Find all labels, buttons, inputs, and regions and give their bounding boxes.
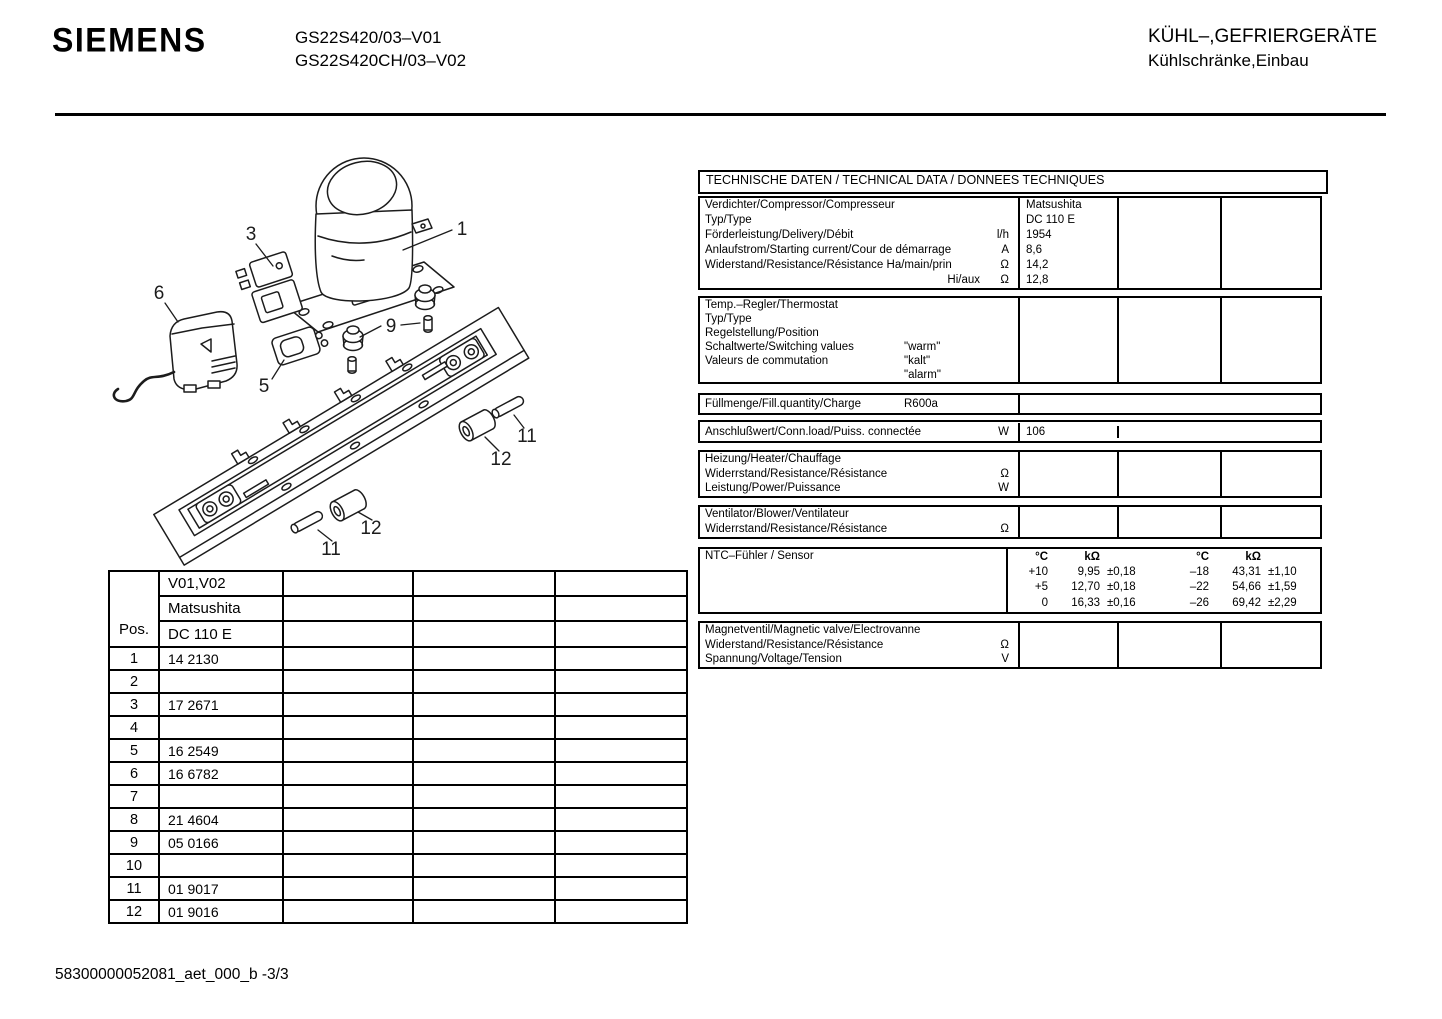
pos-cell: 2 <box>109 670 159 693</box>
empty-value-column <box>1020 623 1119 667</box>
ntc-resistance: 43,31 <box>1232 566 1261 579</box>
empty-value-column <box>1119 507 1222 537</box>
empty-cell <box>283 785 413 808</box>
row-label: Ventilator/Blower/Ventilateur <box>705 508 849 520</box>
callout-9: 9 <box>385 316 397 337</box>
empty-cell <box>413 785 555 808</box>
ntc-temp: +5 <box>1034 581 1048 594</box>
empty-cell <box>283 596 413 621</box>
tech-block-connected-load <box>698 420 1322 443</box>
part-number-cell: 01 9017 <box>159 877 283 900</box>
empty-cell <box>555 762 687 785</box>
row-label: Widerstand/Resistance/Résistance Ha/main/prin <box>705 259 952 271</box>
ntc-header: kΩ <box>1245 551 1261 563</box>
part-number-cell: 21 4604 <box>159 808 283 831</box>
switch-value-alarm: "alarm" <box>904 369 941 381</box>
ntc-temp: +10 <box>1028 566 1048 579</box>
empty-value-column <box>1222 452 1320 496</box>
empty-cell <box>283 571 413 596</box>
ntc-resistance: 12,70 <box>1071 581 1100 594</box>
empty-cell <box>283 808 413 831</box>
empty-cell <box>283 693 413 716</box>
pos-cell: 12 <box>109 900 159 923</box>
row-label: Temp.–Regler/Thermostat <box>705 299 838 311</box>
empty-cell <box>413 693 555 716</box>
appliance-category <box>1148 25 1377 73</box>
empty-value-column <box>1119 623 1222 667</box>
empty-cell <box>413 831 555 854</box>
parts-row-5 <box>109 739 687 762</box>
empty-cell <box>283 877 413 900</box>
row-label: Schaltwerte/Switching values <box>705 341 854 353</box>
ntc-tolerance: ±0,18 <box>1107 581 1136 594</box>
parts-header-row-model <box>109 621 687 647</box>
variant-header-cell: V01,V02 <box>159 571 283 596</box>
pos-cell: 1 <box>109 647 159 670</box>
parts-row-11 <box>109 877 687 900</box>
empty-cell <box>555 854 687 877</box>
empty-cell <box>283 831 413 854</box>
empty-value-column <box>1222 507 1320 537</box>
row-unit: Ω <box>1000 638 1009 651</box>
heater-labels <box>700 452 1020 496</box>
row-unit: A <box>1001 244 1009 256</box>
ntc-value-table <box>1008 549 1320 612</box>
part-number-cell: 17 2671 <box>159 693 283 716</box>
value: DC 110 E <box>1026 214 1076 226</box>
ntc-tolerance: ±0,16 <box>1107 596 1136 609</box>
callout-1: 1 <box>456 219 468 240</box>
empty-cell <box>413 900 555 923</box>
document-id: 58300000052081_aet_000_b -3/3 <box>55 966 289 983</box>
empty-cell <box>555 571 687 596</box>
value: 8,6 <box>1026 244 1042 256</box>
ntc-temp: –26 <box>1189 596 1209 609</box>
part-number-cell: 14 2130 <box>159 647 283 670</box>
empty-cell <box>555 808 687 831</box>
callout-12-bottom: 12 <box>360 518 382 539</box>
pos-cell: 4 <box>109 716 159 739</box>
empty-cell <box>413 571 555 596</box>
parts-row-1 <box>109 647 687 670</box>
row-unit: W <box>998 425 1009 438</box>
row-label: Widerrstand/Resistance/Résistance <box>705 467 888 480</box>
connload-labels <box>700 423 1020 441</box>
empty-value-column <box>1020 298 1119 382</box>
tech-block-ntc-sensor <box>698 547 1322 614</box>
pos-cell: 11 <box>109 877 159 900</box>
row-label: Spannung/Voltage/Tension <box>705 653 842 666</box>
callout-6: 6 <box>153 283 165 304</box>
parts-list-table <box>108 570 688 924</box>
ntc-tolerance: ±1,10 <box>1268 566 1297 579</box>
empty-value-column <box>1119 198 1222 288</box>
row-label: Anlaufstrom/Starting current/Cour de démarrage <box>705 244 952 256</box>
empty-value-column <box>1222 198 1320 288</box>
ntc-temp: 0 <box>1041 596 1048 609</box>
empty-cell <box>283 854 413 877</box>
callout-5: 5 <box>258 376 270 397</box>
callout-11-bottom: 11 <box>321 539 341 560</box>
ntc-resistance: 69,42 <box>1232 596 1261 609</box>
pos-cell: 10 <box>109 854 159 877</box>
fill-labels <box>700 395 1020 413</box>
pos-cell: 5 <box>109 739 159 762</box>
technical-data-title: TECHNISCHE DATEN / TECHNICAL DATA / DONNEES TECHNIQUES <box>698 170 1328 194</box>
maker-header-cell: Matsushita <box>159 596 283 621</box>
pos-cell: 6 <box>109 762 159 785</box>
ntc-temp: –22 <box>1189 581 1209 594</box>
row-label: Förderleistung/Delivery/Débit <box>705 229 854 241</box>
row-unit: V <box>1001 653 1009 666</box>
empty-cell <box>555 647 687 670</box>
row-unit: Ω <box>1000 259 1009 271</box>
empty-cell <box>283 647 413 670</box>
parts-header-row-maker <box>109 596 687 621</box>
pos-column-header: Pos. <box>109 571 159 647</box>
empty-value-column <box>1222 623 1320 667</box>
empty-cell <box>555 596 687 621</box>
empty-cell <box>555 831 687 854</box>
ntc-data-row <box>1008 580 1320 595</box>
value: 12,8 <box>1026 274 1049 286</box>
empty-cell <box>413 647 555 670</box>
pos-cell: 3 <box>109 693 159 716</box>
tech-block-fill-quantity <box>698 393 1322 415</box>
row-label: Regelstellung/Position <box>705 327 819 339</box>
compressor-values <box>1020 198 1119 288</box>
empty-value-column <box>1119 452 1222 496</box>
pos-cell: 9 <box>109 831 159 854</box>
part-number-cell: 01 9016 <box>159 900 283 923</box>
refrigerant: R600a <box>904 398 938 410</box>
ntc-label <box>700 549 1008 612</box>
model-header-cell: DC 110 E <box>159 621 283 647</box>
row-label: Typ/Type <box>705 313 752 325</box>
part-number-cell <box>159 785 283 808</box>
part-number-cell: 16 6782 <box>159 762 283 785</box>
tech-block-fan <box>698 505 1322 539</box>
empty-cell <box>283 716 413 739</box>
empty-cell <box>555 621 687 647</box>
value: 106 <box>1026 425 1046 438</box>
ntc-header <box>1100 550 1165 565</box>
ntc-data-row <box>1008 565 1320 580</box>
empty-cell <box>555 785 687 808</box>
row-label: NTC–Fühler / Sensor <box>705 550 814 562</box>
empty-cell <box>283 900 413 923</box>
callout-11-right: 11 <box>517 426 537 447</box>
empty-cell <box>555 739 687 762</box>
empty-cell <box>413 877 555 900</box>
empty-cell <box>413 716 555 739</box>
row-label: Valeurs de commutation <box>705 355 829 367</box>
empty-cell <box>283 739 413 762</box>
parts-row-9 <box>109 831 687 854</box>
pin-drawing-right <box>491 395 525 419</box>
empty-value-column <box>1020 507 1119 537</box>
part-number-cell <box>159 716 283 739</box>
empty-cell <box>283 762 413 785</box>
empty-value-column <box>1020 452 1119 496</box>
ntc-tolerance: ±2,29 <box>1268 596 1297 609</box>
ntc-header <box>1261 550 1320 565</box>
ntc-header-row <box>1008 550 1320 565</box>
pos-cell: 7 <box>109 785 159 808</box>
empty-cell <box>413 670 555 693</box>
empty-cell <box>413 739 555 762</box>
row-label: Typ/Type <box>705 214 752 226</box>
row-unit: Ω <box>1000 467 1009 480</box>
row-label: Heizung/Heater/Chauffage <box>705 453 841 465</box>
row-label: Widerrstand/Resistance/Résistance <box>705 523 888 535</box>
value: Matsushita <box>1026 199 1082 211</box>
ntc-resistance: 16,33 <box>1071 596 1100 609</box>
row-label: Anschlußwert/Conn.load/Puiss. connectée <box>705 425 922 438</box>
row-unit: Ω <box>1000 274 1009 286</box>
connload-value <box>1020 426 1119 438</box>
ntc-tolerance: ±1,59 <box>1268 581 1297 594</box>
value: 1954 <box>1026 229 1052 241</box>
switch-value-warm: "warm" <box>904 341 941 353</box>
row-label: Verdichter/Compressor/Compresseur <box>705 199 895 211</box>
compressor-labels <box>700 198 1020 288</box>
parts-row-3 <box>109 693 687 716</box>
empty-cell <box>283 670 413 693</box>
row-label: Magnetventil/Magnetic valve/Electrovanne <box>705 624 921 636</box>
empty-cell <box>555 670 687 693</box>
part-number-cell <box>159 670 283 693</box>
callout-12-right: 12 <box>490 449 512 470</box>
model-numbers <box>295 26 466 72</box>
tech-block-compressor <box>698 196 1322 290</box>
parts-row-7 <box>109 785 687 808</box>
empty-cell <box>413 621 555 647</box>
parts-row-10 <box>109 854 687 877</box>
siemens-logo: SIEMENS <box>52 20 207 59</box>
thermostat-labels <box>700 298 1020 382</box>
parts-row-4 <box>109 716 687 739</box>
row-label: Widerstand/Resistance/Résistance <box>705 638 884 651</box>
cover-drawing <box>114 312 237 402</box>
ntc-header: °C <box>1035 551 1048 563</box>
part-number-cell: 05 0166 <box>159 831 283 854</box>
model-number-1: GS22S420/03–V01 <box>295 28 442 47</box>
empty-cell <box>555 716 687 739</box>
ntc-tolerance: ±0,18 <box>1107 566 1136 579</box>
parts-row-6 <box>109 762 687 785</box>
ntc-header: °C <box>1196 551 1209 563</box>
pos-cell: 8 <box>109 808 159 831</box>
header-divider <box>55 113 1386 116</box>
row-unit: Ω <box>1000 523 1009 535</box>
ntc-resistance: 9,95 <box>1077 566 1100 579</box>
ntc-temp: –18 <box>1189 566 1209 579</box>
parts-row-8 <box>109 808 687 831</box>
callout-3: 3 <box>245 224 257 245</box>
empty-cell <box>413 854 555 877</box>
valve-labels <box>700 623 1020 667</box>
model-number-2: GS22S420CH/03–V02 <box>295 51 467 70</box>
row-label: Hi/aux <box>947 274 980 286</box>
row-label: Leistung/Power/Puissance <box>705 482 841 495</box>
tech-block-thermostat <box>698 296 1322 384</box>
empty-cell <box>555 877 687 900</box>
empty-cell <box>283 621 413 647</box>
empty-value-column <box>1119 298 1222 382</box>
row-label: Füllmenge/Fill.quantity/Charge <box>705 398 861 410</box>
category-line-1: KÜHL–,GEFRIERGERÄTE <box>1148 26 1378 47</box>
category-line-2: Kühlschränke,Einbau <box>1148 51 1309 70</box>
empty-cell <box>555 900 687 923</box>
relay-drawing <box>235 251 304 325</box>
part-number-cell: 16 2549 <box>159 739 283 762</box>
empty-cell <box>555 693 687 716</box>
ntc-header: kΩ <box>1084 551 1100 563</box>
parts-row-2 <box>109 670 687 693</box>
empty-cell <box>413 808 555 831</box>
switch-value-kalt: "kalt" <box>904 355 931 367</box>
parts-header-row-variant <box>109 571 687 596</box>
tech-block-magnetic-valve <box>698 621 1322 669</box>
empty-value-column <box>1222 298 1320 382</box>
parts-row-12 <box>109 900 687 923</box>
ntc-resistance: 54,66 <box>1232 581 1261 594</box>
fan-labels <box>700 507 1020 537</box>
empty-cell <box>413 762 555 785</box>
value: 14,2 <box>1026 259 1049 271</box>
tech-block-heater <box>698 450 1322 498</box>
part-number-cell <box>159 854 283 877</box>
ntc-data-row <box>1008 596 1320 611</box>
exploded-parts-diagram <box>100 140 620 590</box>
empty-cell <box>413 596 555 621</box>
row-unit: W <box>998 482 1009 495</box>
row-unit: l/h <box>996 229 1009 241</box>
